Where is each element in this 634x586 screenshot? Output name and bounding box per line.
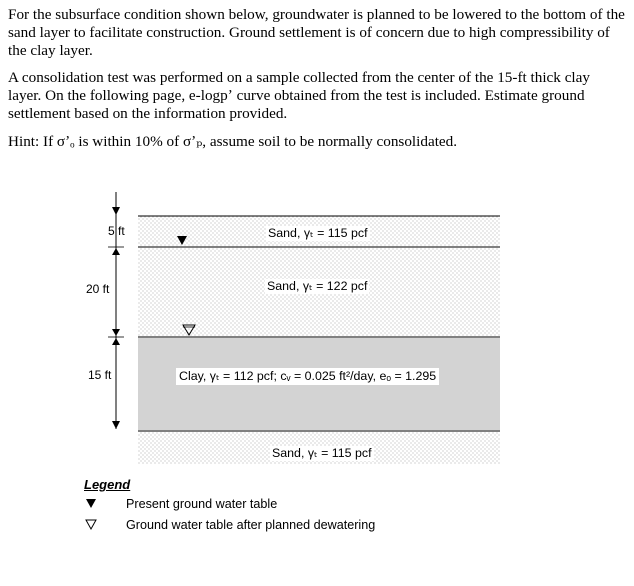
sand-bottom-label: Sand, γₜ = 115 pcf xyxy=(272,446,372,460)
dimension-arrow-15ft-up xyxy=(112,338,120,345)
sand-middle-label: Sand, γₜ = 122 pcf xyxy=(267,279,368,293)
dimension-label-15ft: 15 ft xyxy=(88,368,112,382)
dimension-arrow-top xyxy=(112,207,120,215)
dimension-label-20ft: 20 ft xyxy=(86,282,110,296)
dimension-arrow-20ft-down xyxy=(112,329,120,336)
legend-present-icon xyxy=(86,499,96,508)
legend-title: Legend xyxy=(84,477,131,492)
legend-after-icon xyxy=(86,520,96,529)
problem-paragraph-1: For the subsurface condition shown below, groundwater is planned to be lowered to the bottom of the sand layer to facilitate construction. Ground settlement is of concern due to high compressibility of the clay layer. xyxy=(8,6,625,59)
legend-present-label: Present ground water table xyxy=(126,497,278,511)
problem-paragraph-2: A consolidation test was performed on a sample collected from the center of the 15-ft thick clay layer. On the following page, e-logpʼ curve obtained from the test is included. Estimate ground settlement based on the information provided. xyxy=(8,69,590,122)
clay-label: Clay, γₜ = 112 pcf; cᵥ = 0.025 ft²/day, eₒ = 1.295 xyxy=(176,368,439,385)
sand-upper-label: Sand, γₜ = 115 pcf xyxy=(268,226,368,240)
dimension-label-5ft: 5 ft xyxy=(108,224,125,238)
hint-text: Hint: If σʼₒ is within 10% of σʼₚ, assume soil to be normally consolidated. xyxy=(8,133,458,150)
legend-after-label: Ground water table after planned dewatering xyxy=(126,518,376,532)
dimension-arrow-bottom xyxy=(112,421,120,429)
dimension-arrow-5ft-up xyxy=(112,248,120,255)
